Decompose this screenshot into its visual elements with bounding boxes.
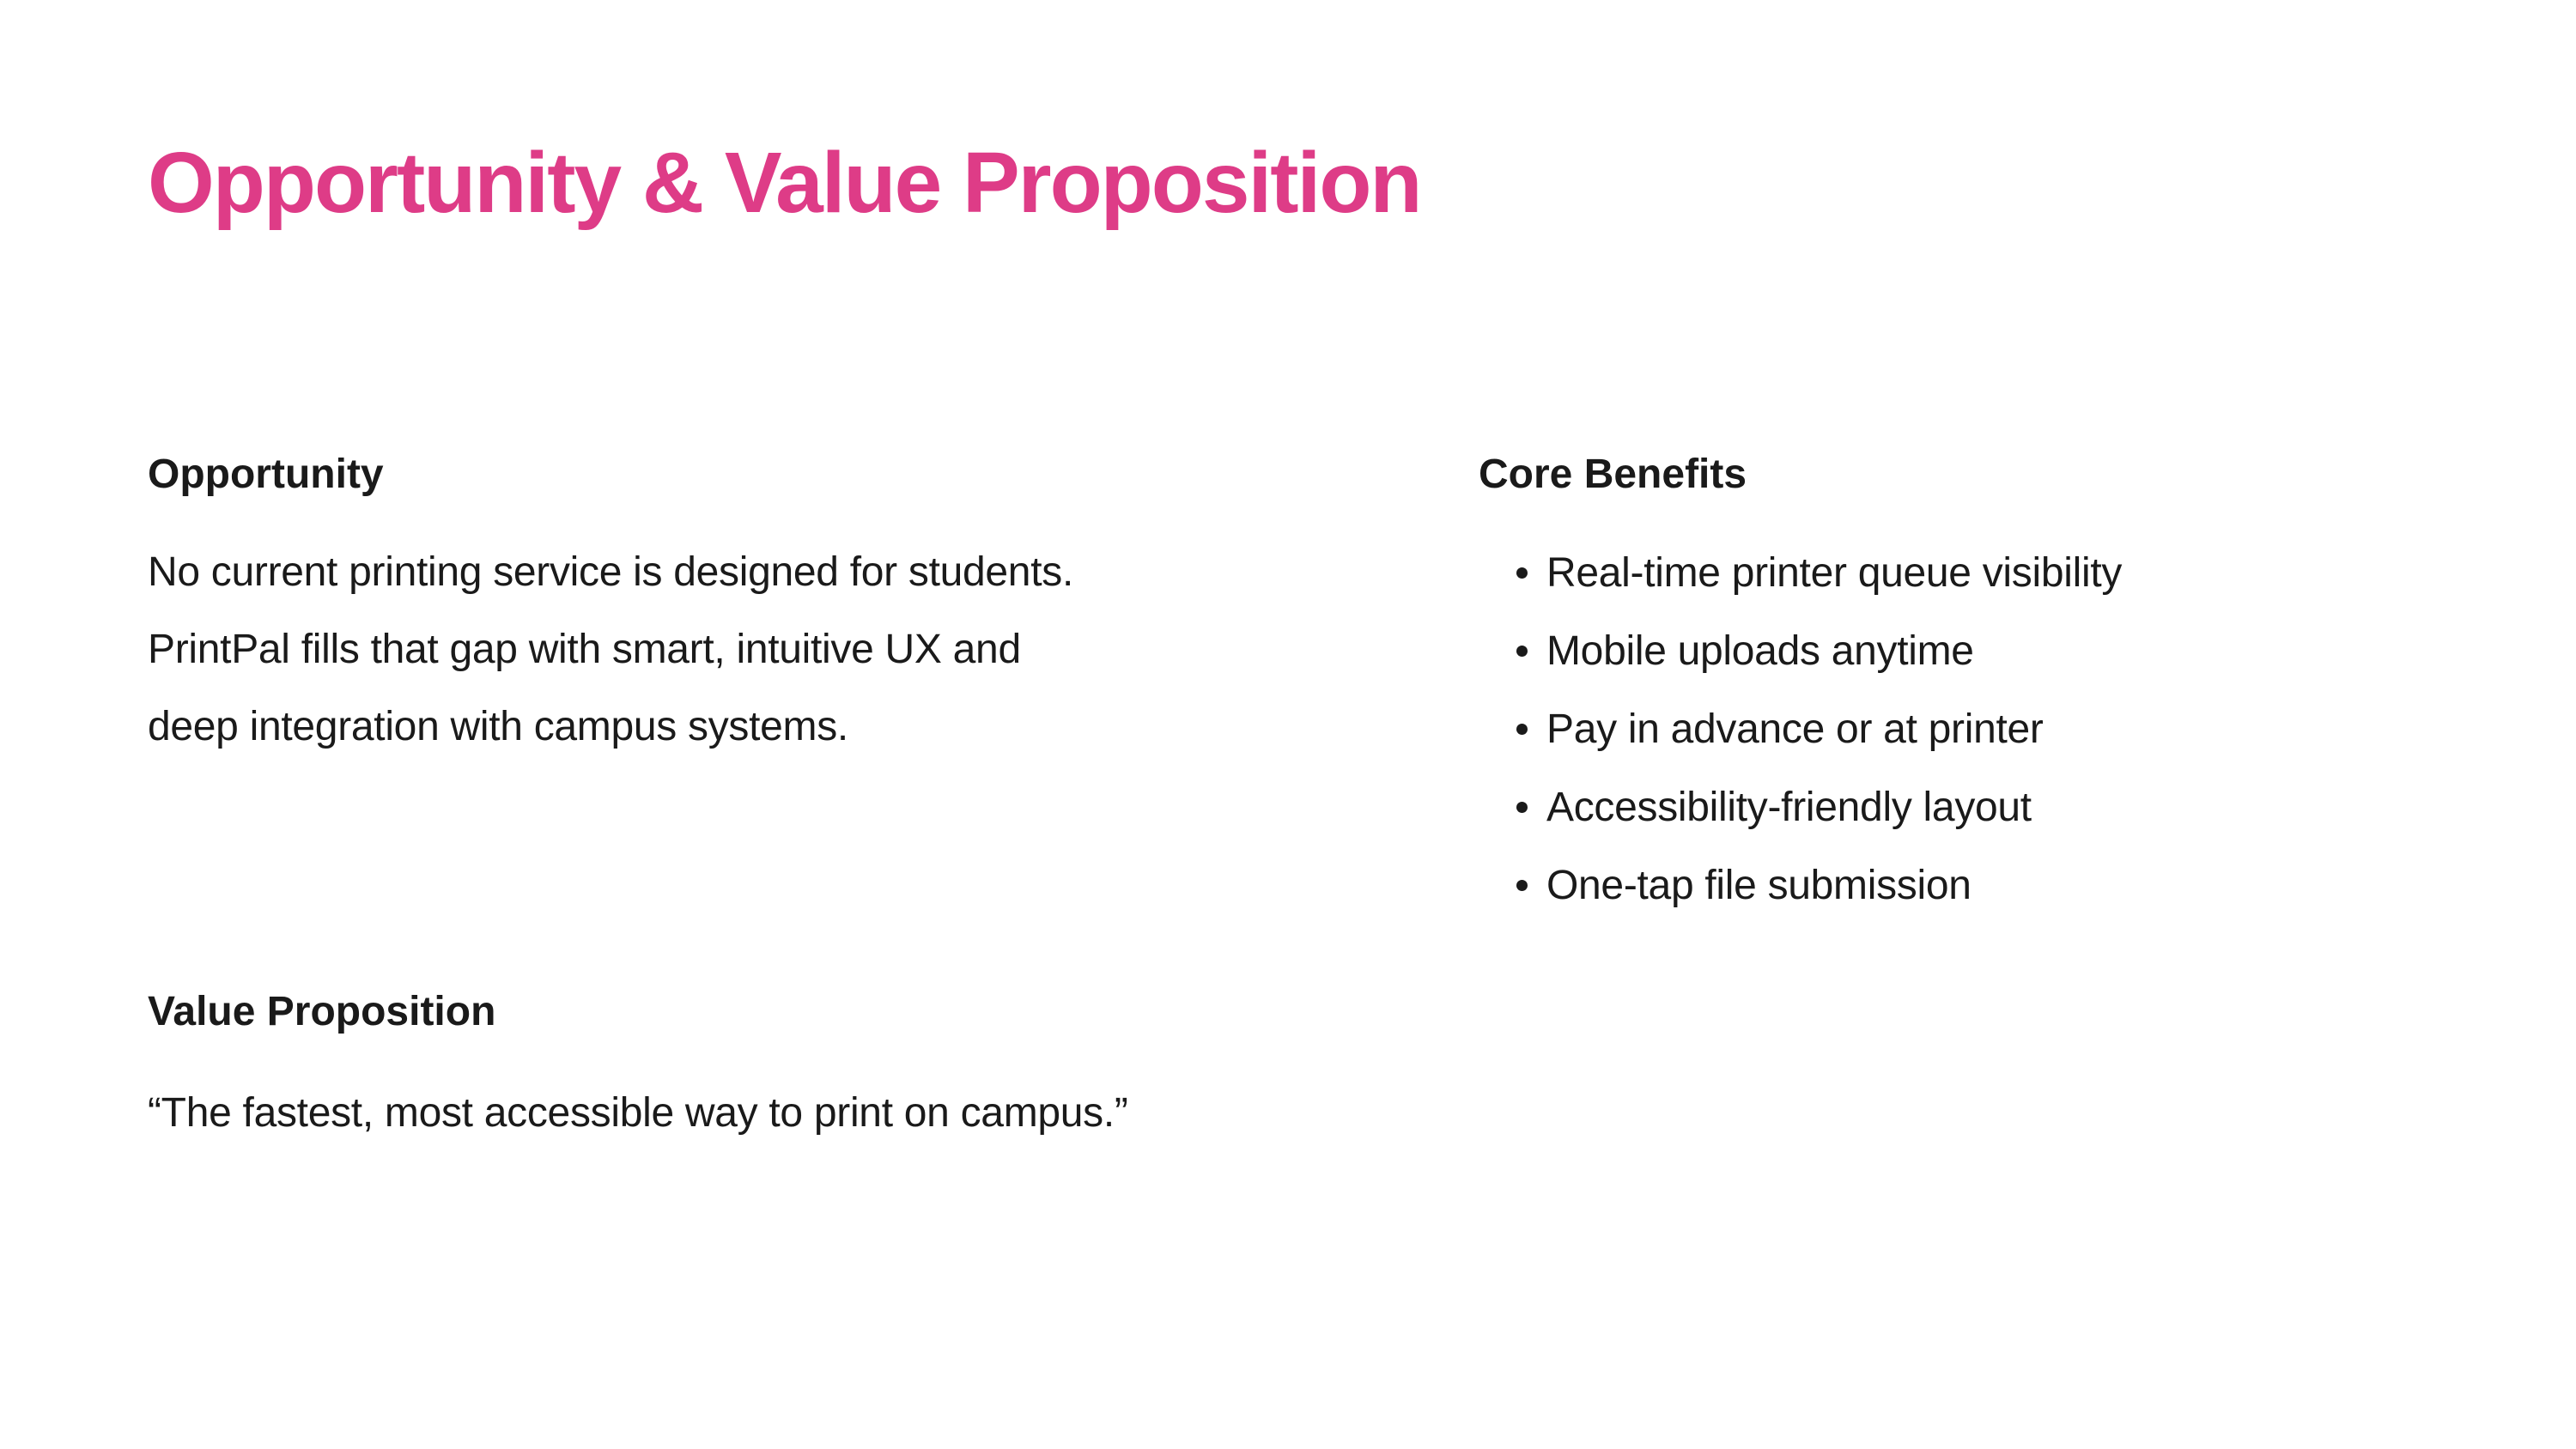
opportunity-paragraph: [148, 534, 1073, 766]
value-proposition-heading: Value Proposition: [148, 989, 496, 1034]
opportunity-heading: Opportunity: [148, 452, 384, 497]
core-benefits-list: [1479, 534, 2122, 925]
core-benefits-heading: Core Benefits: [1479, 452, 1747, 497]
list-item: Accessibility-friendly layout: [1479, 768, 2122, 846]
page-title: Opportunity & Value Proposition: [148, 135, 1421, 231]
value-proposition-quote: “The fastest, most accessible way to print on campus.”: [148, 1090, 1128, 1136]
list-item: One-tap file submission: [1479, 846, 2122, 925]
paragraph-line: No current printing service is designed for students.: [148, 549, 1073, 595]
list-item: Real-time printer queue visibility: [1479, 534, 2122, 612]
paragraph-line: PrintPal fills that gap with smart, intuitive UX and: [148, 627, 1021, 672]
list-item: Pay in advance or at printer: [1479, 690, 2122, 768]
list-item: Mobile uploads anytime: [1479, 612, 2122, 690]
paragraph-line: deep integration with campus systems.: [148, 704, 848, 749]
